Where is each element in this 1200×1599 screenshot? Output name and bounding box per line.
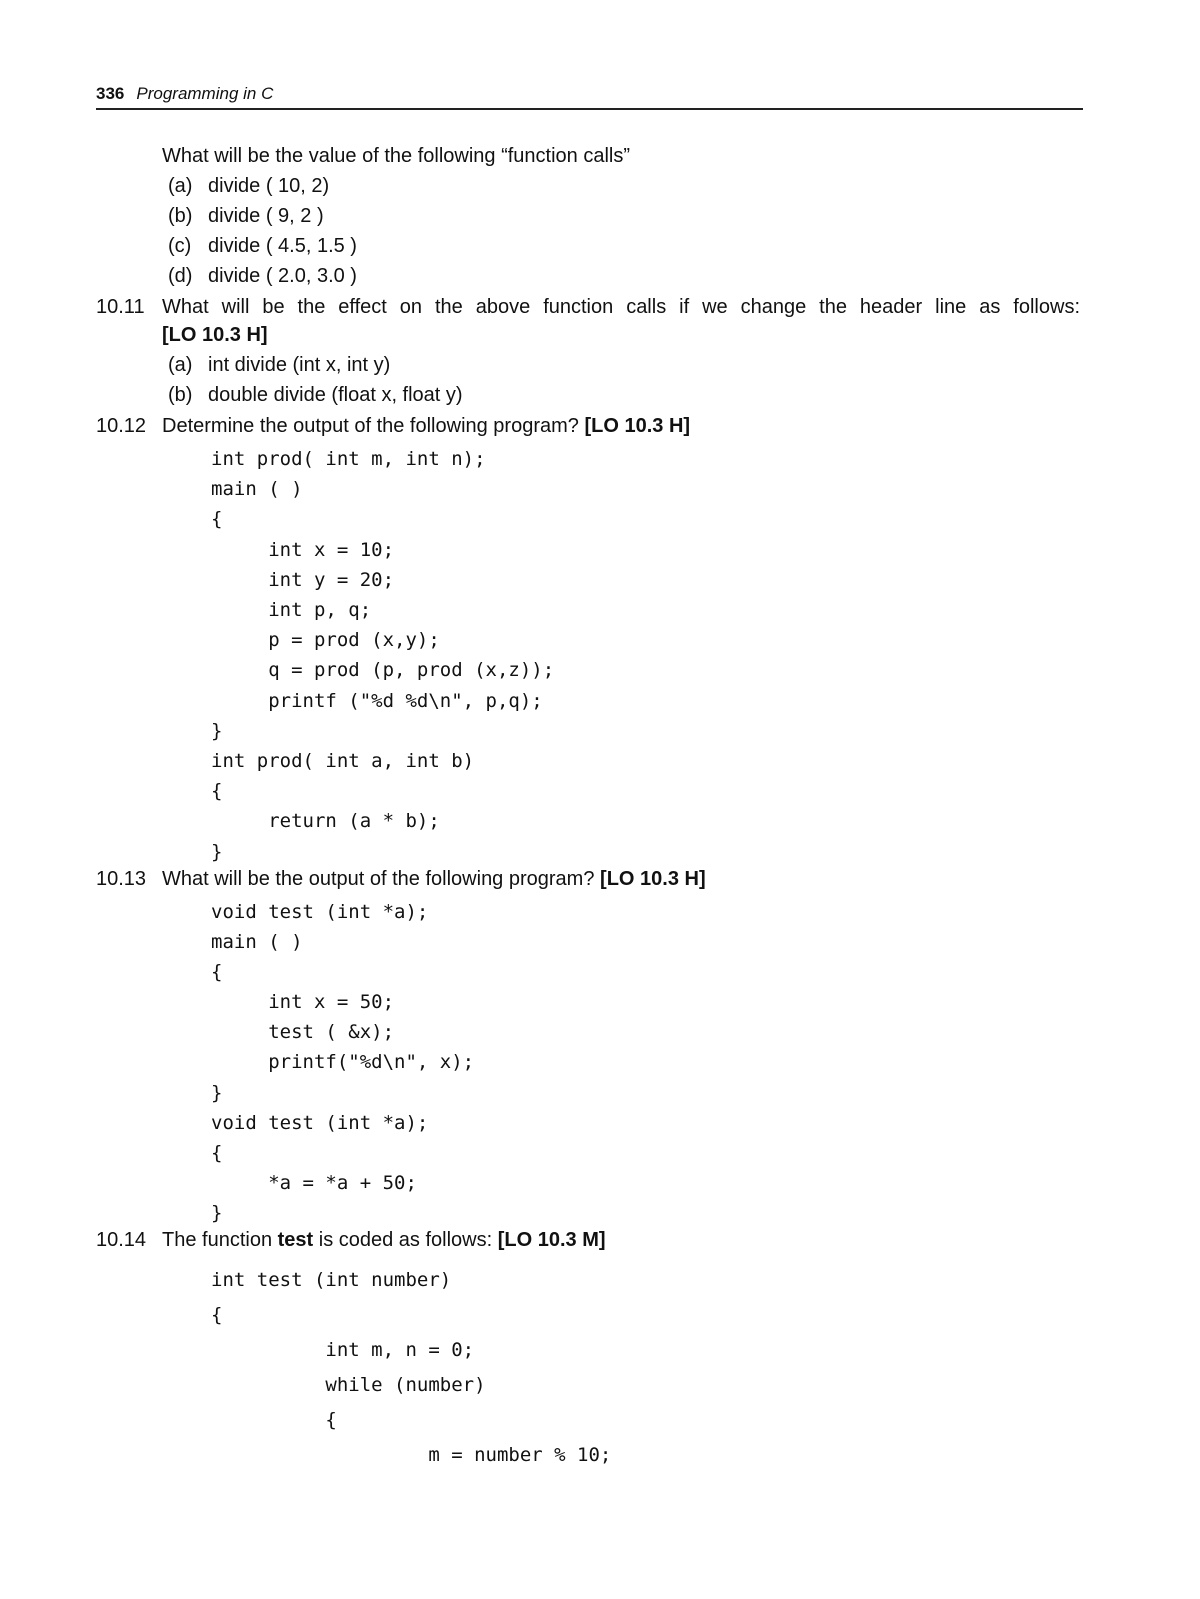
question-text-after: is coded as follows: [313,1229,493,1251]
code-line: int m, n = 0; [211,1339,475,1361]
page-number: 336 [96,84,125,103]
code-line: int prod( int m, int n); [211,448,486,470]
code-line: int test (int number) [211,1269,452,1291]
question-heading [96,1228,606,1252]
code-line: } [211,719,223,742]
code-line: int prod( int a, int b) [211,750,475,773]
book-title: Programming in C [136,84,274,103]
code-line: } [211,1081,223,1104]
question-heading [96,867,706,891]
code-line: int x = 10; [211,538,395,561]
lo-tag: [LO 10.3 M] [497,1229,606,1251]
code-block [211,897,474,1228]
lo-tag: [LO 10.3 H] [600,868,706,890]
item-text: divide ( 4.5, 1.5 ) [208,235,357,257]
intro-text: What will be the value of the following “function calls” [162,145,631,167]
question-text: Determine the output of the following program? [162,415,579,437]
code-line: while (number) [211,1374,486,1396]
list-item [168,383,463,407]
code-line: int p, q; [211,599,372,622]
code-line: return (a * b); [211,810,440,833]
code-block [211,1263,611,1473]
item-label: (a) [168,354,193,376]
list-item [168,264,357,288]
item-text: divide ( 2.0, 3.0 ) [208,265,357,287]
code-line: void test (int *a); [211,901,429,923]
item-label: (a) [168,175,193,197]
list-item [168,174,329,198]
question-text: What will be the effect on the above function calls if we change the header line as follows: [162,296,1080,318]
item-text: divide ( 10, 2) [208,175,330,197]
code-line: main ( ) [211,931,303,954]
item-text: double divide (float x, float y) [208,384,463,406]
code-line: printf("%d\n", x); [211,1051,475,1074]
code-line: *a = *a + 50; [211,1171,417,1194]
code-line: { [211,961,223,984]
item-text: int divide (int x, int y) [208,354,391,376]
code-line: int x = 50; [211,991,395,1014]
item-label: (b) [168,205,193,227]
function-name: test [277,1229,314,1251]
item-text: divide ( 9, 2 ) [208,205,324,227]
question-number: 10.12 [96,415,147,437]
list-item [168,234,357,258]
code-line: p = prod (x,y); [211,629,440,652]
code-line: { [211,1304,223,1326]
item-label: (b) [168,384,193,406]
item-label: (c) [168,235,192,257]
code-line: test ( &x); [211,1021,395,1044]
code-line: m = number % 10; [211,1444,612,1466]
question-number: 10.14 [96,1229,147,1251]
question-text: What will be the output of the following program? [162,868,595,890]
code-line: printf ("%d %d\n", p,q); [211,689,543,712]
question-number: 10.13 [96,868,147,890]
code-line: q = prod (p, prod (x,z)); [211,659,555,682]
question-heading [96,414,690,438]
code-line: } [211,1201,223,1224]
page-header [96,84,1083,110]
code-line: int y = 20; [211,568,395,591]
code-line: { [211,780,223,803]
list-item [168,353,390,377]
code-line: { [211,1409,337,1431]
code-block [211,444,554,867]
code-line: } [211,840,223,863]
question-number: 10.11 [96,296,145,318]
list-item [168,204,324,228]
lo-tag: [LO 10.3 H] [584,415,691,437]
item-label: (d) [168,265,193,287]
code-line: { [211,508,223,531]
question-text-before: The function [162,1229,278,1251]
lo-tag: [LO 10.3 H] [162,324,268,346]
code-line: main ( ) [211,478,303,501]
code-line: void test (int *a); [211,1111,429,1134]
code-line: { [211,1141,223,1164]
